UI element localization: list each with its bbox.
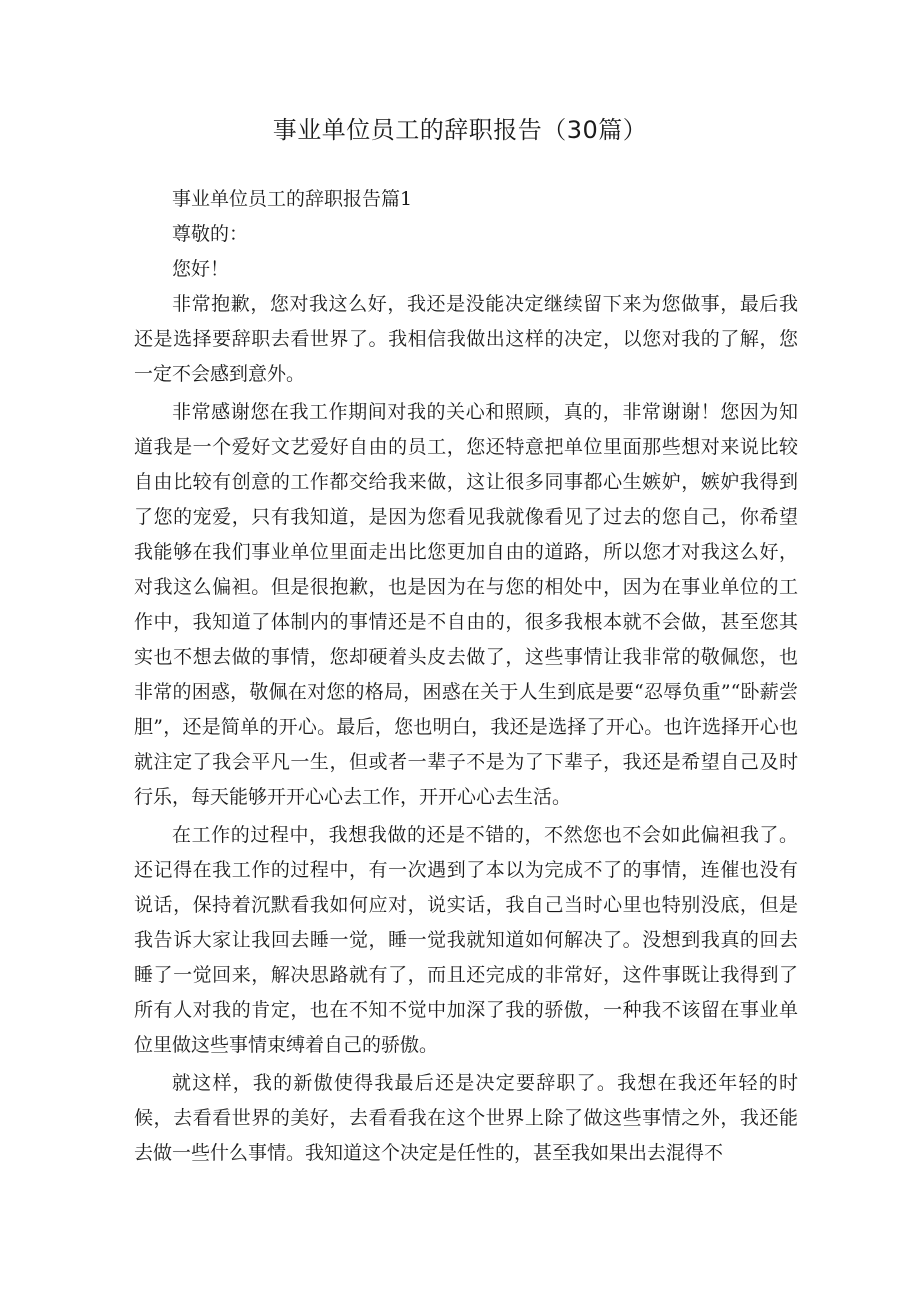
document-body [134, 182, 798, 1174]
paragraph: 就这样，我的新傲使得我最后还是决定要辞职了。我想在我还年轻的时候，去看看世界的美好，去看看我在这个世界上除了做这些事情之外，我还能去做一些什么事情。我知道这个决定是任性的，甚至我如果出去混得不 [134, 1072, 798, 1164]
salutation: 尊敬的： [172, 223, 249, 245]
section-heading: 事业单位员工的辞职报告篇1 [172, 188, 413, 210]
paragraph: 非常抱歉，您对我这么好，我还是没能决定继续留下来为您做事，最后我还是选择要辞职去看世界了。我相信我做出这样的决定，以您对我的了解，您一定不会感到意外。 [134, 293, 798, 385]
paragraph: 在工作的过程中，我想我做的还是不错的，不然您也不会如此偏袒我了。还记得在我工作的过程中，有一次遇到了本以为完成不了的事情，连催也没有说话，保持着沉默看我如何应对，说实话，我自己当时心里也特别没底，但是我告诉大家让我回去睡一觉，睡一觉我就知道如何解决了。没想到我真的回去睡了一觉回来，解决思路就有了，而且还完成的非常好，这件事既让我得到了所有人对我的肯定，也在不知不觉中加深了我的骄傲，一种我不该留在事业单位里做这些事情束缚着自己的骄傲。 [134, 824, 798, 1056]
paragraph: 非常感谢您在我工作期间对我的关心和照顾，真的，非常谢谢！您因为知道我是一个爱好文艺爱好自由的员工，您还特意把单位里面那些想对来说比较自由比较有创意的工作都交给我来做，这让很多同事都心生嫉妒，嫉妒我得到了您的宠爱，只有我知道，是因为您看见我就像看见了过去的您自己，你希望我能够在我们事业单位里面走出比您更加自由的道路，所以您才对我这么好，对我这么偏袒。但是很抱歉，也是因为在与您的相处中，因为在事业单位的工作中，我知道了体制内的事情还是不自由的，很多我根本就不会做，甚至您其实也不想去做的事情，您却硬着头皮去做了，这些事情让我非常的敬佩您，也非常的困惑，敬佩在对您的格局，困惑在关于人生到底是要“忍辱负重”“卧薪尝胆”，还是简单的开心。最后，您也明白，我还是选择了开心。也许选择开心也就注定了我会平凡一生，但或者一辈子不是为了下辈子，我还是希望自己及时行乐，每天能够开开心心去工作，开开心心去生活。 [134, 401, 798, 808]
greeting: 您好！ [172, 258, 230, 280]
document-title: 事业单位员工的辞职报告（30篇） [272, 116, 648, 144]
